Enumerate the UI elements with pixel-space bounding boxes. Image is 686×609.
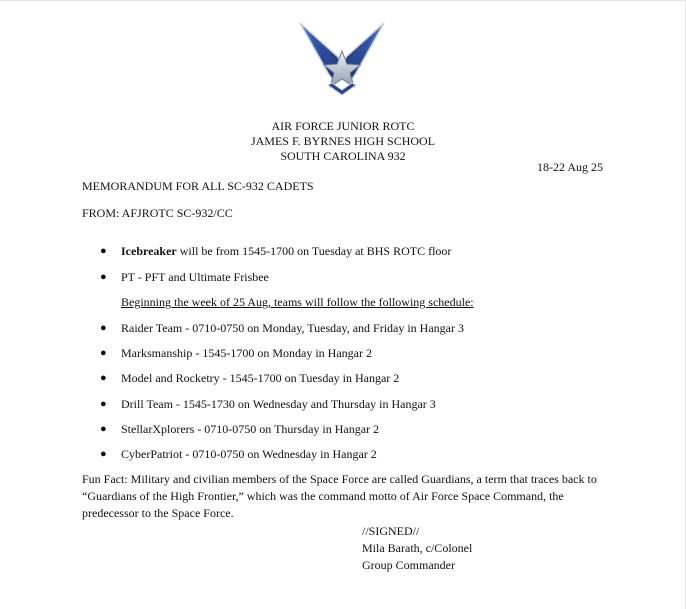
schedule-text: Model and Rocketry - 1545-1700 on Tuesday in Hangar 2: [121, 371, 400, 385]
schedule-text: Raider Team - 0710-0750 on Monday, Tuesday, and Friday in Hangar 3: [121, 321, 464, 335]
schedule-intro: Beginning the week of 25 Aug, teams will follow the following schedule:: [121, 295, 474, 309]
event-detail: will be from 1545-1700 on Tuesday at BHS ROTC floor: [176, 244, 452, 258]
bullet-icon: ●: [100, 423, 107, 435]
bullet-icon: ●: [100, 347, 107, 359]
bullet-icon: ●: [100, 448, 107, 460]
bullet-icon: ●: [100, 372, 107, 384]
air-force-logo-icon: [298, 21, 386, 97]
memo-for-line: MEMORANDUM FOR ALL SC-932 CADETS: [82, 179, 314, 193]
event-name-bold: Icebreaker: [121, 244, 177, 258]
schedule-text: StellarXplorers - 0710-0750 on Thursday in Hangar 2: [121, 422, 380, 436]
schedule-text: Marksmanship - 1545-1700 on Monday in Hangar 2: [121, 346, 372, 360]
header-line-3: SOUTH CAROLINA 932: [280, 149, 406, 163]
bullet-icon: ●: [100, 271, 107, 283]
bullet-icon: ●: [100, 398, 107, 410]
memo-header: [0, 119, 686, 164]
fun-fact-paragraph: Fun Fact: Military and civilian members of the Space Force are called Guardians, a term that traces back to “Guardians of the High Frontier,” which was the command motto of Air Force Space Command, the predecessor to the Space Force.: [82, 472, 597, 520]
schedule-text: Drill Team - 1545-1730 on Wednesday and Thursday in Hangar 3: [121, 397, 436, 411]
signer-title: Group Commander: [362, 558, 455, 572]
memo-from-line: FROM: AFJROTC SC-932/CC: [82, 206, 233, 220]
signed-line: //SIGNED//: [362, 524, 420, 538]
signature-block: [362, 523, 472, 574]
bullet-icon: ●: [100, 322, 107, 334]
schedule-text: CyberPatriot - 0710-0750 on Wednesday in Hangar 2: [121, 447, 377, 461]
bullet-icon: ●: [100, 245, 107, 257]
event-detail: PT - PFT and Ultimate Frisbee: [121, 270, 269, 284]
header-line-1: AIR FORCE JUNIOR ROTC: [271, 119, 415, 133]
header-line-2: JAMES F. BYRNES HIGH SCHOOL: [250, 134, 436, 148]
signer-name: Mila Barath, c/Colonel: [362, 541, 473, 555]
memo-date: 18-22 Aug 25: [537, 160, 603, 174]
